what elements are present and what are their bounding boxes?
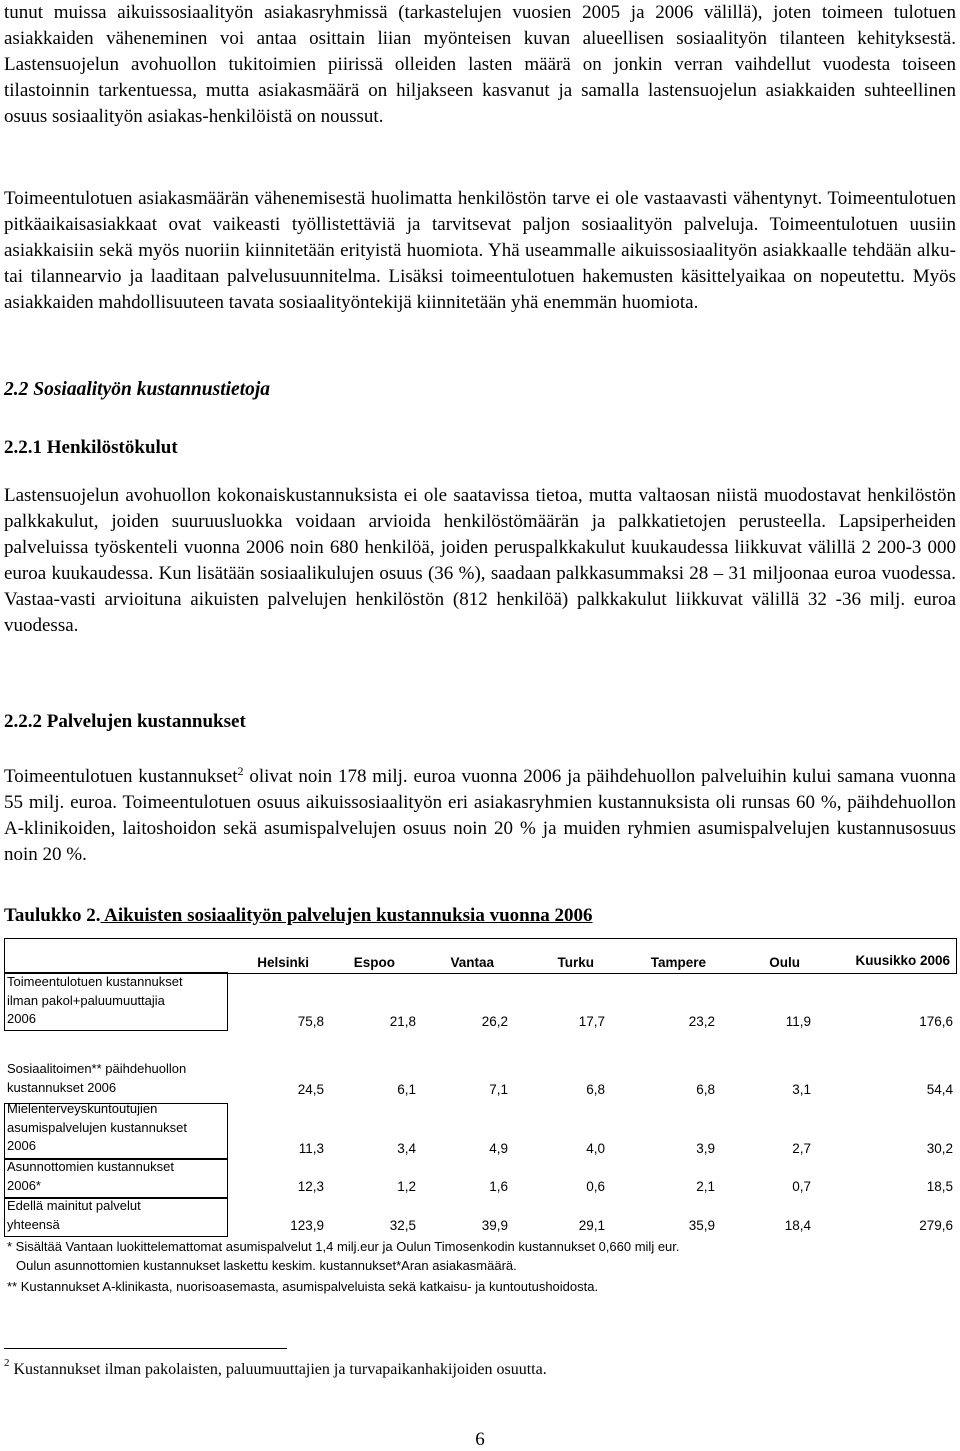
- row-label-line: asumispalvelujen kustannukset: [7, 1119, 187, 1135]
- cell-value: 18,4: [784, 1218, 811, 1233]
- cell-value: 11,9: [785, 1014, 811, 1029]
- row-label-line: Toimeentulotuen kustannukset: [7, 974, 183, 989]
- row-label-line: 2006*: [7, 1177, 41, 1193]
- row-label-line: ilman pakol+paluumuuttajia: [7, 992, 165, 1008]
- footnote-text: Kustannukset ilman pakolaisten, paluumuuttajien ja turvapaikanhakijoiden osuutta.: [9, 1361, 547, 1378]
- row-label-line: Mielenterveyskuntoutujien: [7, 1101, 158, 1116]
- cell-value: 2,1: [696, 1179, 715, 1194]
- table-caption-prefix: Taulukko 2.: [4, 905, 101, 926]
- cell-value: 7,1: [489, 1082, 508, 1097]
- cell-value: 176,6: [919, 1014, 953, 1029]
- table-note-a-clinic: ** Kustannukset A-klinikasta, nuorisoasemasta, asumispalveluista sekä katkaisu- ja kuntoutushoidosta.: [7, 1279, 599, 1294]
- paragraph-service-costs: [4, 764, 956, 868]
- table-note-oulu-homeless: Oulun asunnottomien kustannukset laskettu keskim. kustannukset*Aran asiakasmäärä.: [16, 1258, 517, 1273]
- paragraph-social-work-trends: tunut muissa aikuissosiaalityön asiakasryhmissä (tarkastelujen vuosien 2005 ja 2006 välillä), joten toimeen tulotuen asiakkaiden väheneminen voi antaa osittain liian myönteisen kuvan alueellisen sosiaalityön tilanteen kehityksestä. Lastensuojelun avohuollon tukitoimien piirissä olleiden lasten määrä on jonkin verran vaihdellut vuodesta toiseen tilastoinnin tarkentuessa, mutta asiakasmäärä on hiljakseen kasvanut ja samalla lastensuojelun asiakkaiden suhteellinen osuus sosiaalityön asiakas-henkilöistä on noussut.: [4, 2, 956, 127]
- cell-value: 0,7: [792, 1179, 811, 1194]
- cell-value: 54,4: [926, 1082, 953, 1097]
- row-label-total: [7, 1197, 229, 1234]
- row-label-line: 2006: [7, 1138, 36, 1153]
- cell-value: 3,1: [792, 1082, 811, 1097]
- cell-value: 26,2: [481, 1014, 508, 1029]
- cell-value: 24,5: [297, 1082, 324, 1097]
- cell-value: 30,2: [926, 1141, 953, 1156]
- row-label-homeless: [7, 1158, 229, 1195]
- cell-value: 21,8: [389, 1014, 416, 1029]
- cell-value: 32,5: [389, 1218, 416, 1233]
- row-label-line: Edellä mainitut palvelut: [7, 1198, 141, 1213]
- cell-value: 6,1: [397, 1082, 416, 1097]
- paragraph-service-costs-rest: olivat noin 178 milj. euroa vuonna 2006 ja päihdehuollon palveluihin kului samana vuonna 55 milj. euroa. Toimeentulotuen osuus aikuissosiaalityön eri asiakasryhmien kustannuksista oli runsas 60 %, päihdehuollon A-klinikoiden, laitoshoidon sekä asumispalvelujen osuus noin 20 % ja muiden ryhmien asumispalvelujen kustannusosuus noin 20 %.: [4, 766, 956, 865]
- table-note-vantaa-oulu: * Sisältää Vantaan luokittelemattomat asumispalvelut 1,4 milj.eur ja Oulun Timosenkodin kustannukset 0,660 milj eur.: [7, 1239, 680, 1254]
- cell-value: 6,8: [696, 1082, 715, 1097]
- section-heading-2-2-2: 2.2.2 Palvelujen kustannukset: [4, 711, 246, 732]
- cell-value: 279,6: [919, 1218, 953, 1233]
- cell-value: 29,1: [578, 1218, 605, 1233]
- row-label-line: yhteensä: [7, 1216, 60, 1232]
- cell-value: 75,8: [297, 1014, 324, 1029]
- col-header-turku: Turku: [557, 955, 594, 970]
- col-header-kuusikko: Kuusikko 2006: [855, 953, 950, 968]
- page-number: 6: [475, 1429, 485, 1450]
- cell-value: 35,9: [688, 1218, 715, 1233]
- cell-value: 0,6: [586, 1179, 605, 1194]
- row-label-line: Asunnottomien kustannukset: [7, 1159, 174, 1174]
- paragraph-service-costs-start: Toimeentulotuen kustannukset: [4, 766, 238, 787]
- cell-value: 3,4: [397, 1141, 416, 1156]
- cell-value: 2,7: [792, 1141, 811, 1156]
- col-header-espoo: Espoo: [353, 955, 395, 970]
- section-heading-2-2-1: 2.2.1 Henkilöstökulut: [4, 437, 178, 458]
- footnote: [4, 1357, 547, 1379]
- cell-value: 1,2: [397, 1179, 416, 1194]
- row-label-line: 2006: [7, 1011, 36, 1026]
- section-heading-2-2: 2.2 Sosiaalityön kustannustietoja: [4, 379, 271, 400]
- row-label-substance-abuse: [7, 1060, 229, 1097]
- cell-value: 12,3: [297, 1179, 324, 1194]
- cell-value: 18,5: [926, 1179, 953, 1194]
- col-header-oulu: Oulu: [769, 955, 800, 970]
- row-label-line: kustannukset 2006: [7, 1079, 117, 1095]
- col-header-vantaa: Vantaa: [450, 955, 494, 970]
- cell-value: 39,9: [481, 1218, 508, 1233]
- cell-value: 17,7: [578, 1014, 605, 1029]
- cell-value: 1,6: [489, 1179, 508, 1194]
- row-label-line: Sosiaalitoimen** päihdehuollon: [7, 1061, 187, 1076]
- cell-value: 4,0: [586, 1141, 605, 1156]
- footnote-mark: 2: [4, 1357, 10, 1369]
- cost-table: [4, 938, 957, 1237]
- paragraph-personnel-costs: Lastensuojelun avohuollon kokonaiskustannuksista ei ole saatavissa tietoa, mutta valtaosan niistä muodostavat henkilöstön palkkakulut, joiden suuruusluokka voidaan arvioida henkilöstömäärän ja palkkatietojen perusteella. Lapsiperheiden palveluissa työskenteli vuonna 2006 noin 680 henkilöä, joiden peruspalkkakulut kuukaudessa liikkuvat välillä 2 200-3 000 euroa kuukaudessa. Kun lisätään sosiaalikulujen osuus (36 %), saadaan palkkasummaksi 28 – 31 miljoonaa euroa vuodessa. Vastaa-vasti arvioituna aikuisten palvelujen henkilöstön (812 henkilöä) palkkakulut liikkuvat välillä 32 -36 milj. euroa vuodessa.: [4, 485, 956, 636]
- row-label-income-support: [7, 973, 229, 1029]
- cell-value: 6,8: [586, 1082, 605, 1097]
- paragraph-staff-needs: Toimeentulotuen asiakasmäärän vähenemisestä huolimatta henkilöstön tarve ei ole vastaavasti vähentynyt. Toimeentulotuen pitkäaikaisasiakkaat ovat vaikeasti työllistettäviä ja tarvitsevat paljon sosiaalityön palveluja. Toimeentulotuen uusiin asiakkaisiin sekä myös nuoriin kiinnitetään erityistä huomiota. Yhä useammalle aikuissosiaalityön asiakkaalle tehdään alku- tai tilannearvio ja laaditaan palvelusuunnitelma. Lisäksi toimeentulotuen hakemusten käsittelyaikaa on nopeutettu. Myös asiakkaiden mahdollisuuteen tavata sosiaalityöntekijä kiinnitetään yhä enemmän huomiota.: [4, 188, 956, 313]
- cell-value: 4,9: [489, 1141, 508, 1156]
- table-caption-title: Aikuisten sosiaalityön palvelujen kustannuksia vuonna 2006: [100, 905, 593, 926]
- footnote-reference: 2: [237, 764, 244, 778]
- table-caption: [4, 905, 593, 927]
- row-label-mental-health: [7, 1100, 229, 1156]
- cell-value: 11,3: [298, 1141, 324, 1156]
- col-header-tampere: Tampere: [650, 955, 706, 970]
- footnote-separator: [4, 1348, 287, 1349]
- cell-value: 123,9: [290, 1218, 324, 1233]
- col-header-helsinki: Helsinki: [257, 955, 309, 970]
- cell-value: 3,9: [696, 1141, 715, 1156]
- cell-value: 23,2: [688, 1014, 715, 1029]
